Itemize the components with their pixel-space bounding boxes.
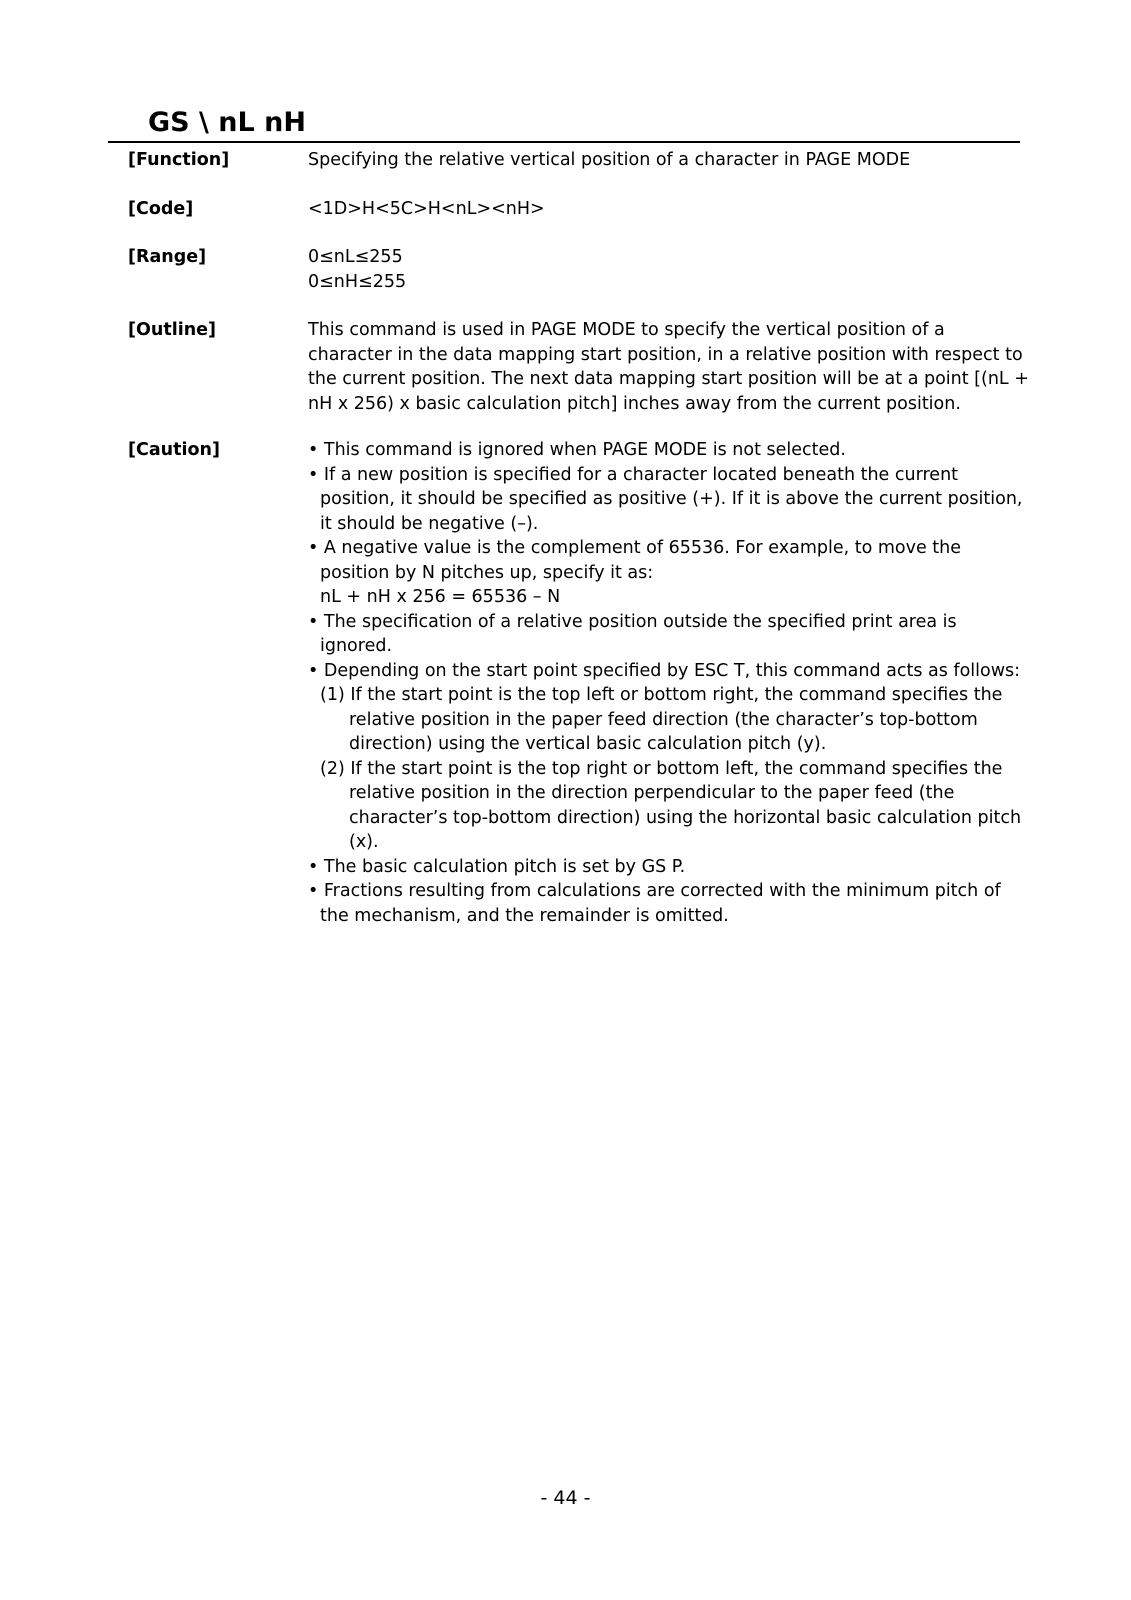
function-line: Specifying the relative vertical position of a character in PAGE MODE [308,150,911,170]
code-label: [Code] [128,199,194,219]
caution-item: • A negative value is the complement of 65536. For example, to move the position by N pitches up, specify it as: [308,538,962,583]
outline-paragraph: This command is used in PAGE MODE to specify the vertical position of a character in the data mapping start position, in a relative position with respect to the current position. The next data mapping start position will be at a point [(nL + nH x 256) x basic calculation pitch] inches away from the current position. [308,320,1029,414]
caution-item: • Fractions resulting from calculations are corrected with the minimum pitch of the mechanism, and the remainder is omitted. [308,881,1001,926]
heading-rule [108,104,1020,143]
caution-item: • This command is ignored when PAGE MODE is not selected. [308,440,846,460]
outline-text [308,318,1033,416]
caution-item: • Depending on the start point specified by ESC T, this command acts as follows: [308,660,1021,681]
caution-item: • If a new position is specified for a character located beneath the current position, it should be specified as positive (+). If it is above the current position, it should be negative (–). [308,464,1023,534]
range-line-nh: 0≤nH≤255 [308,271,407,292]
range-line-nl: 0≤nL≤255 [308,247,403,267]
caution-formula: nL + nH x 256 = 65536 – N [320,587,561,607]
function-text [308,148,1033,173]
function-label: [Function] [128,150,230,170]
outline-label: [Outline] [128,320,217,340]
range-label: [Range] [128,247,207,267]
caution-item: • The specification of a relative position outside the specified print area is ignored. [308,611,957,656]
page-title: GS \ nL nH [148,107,306,138]
code-line: <1D>H<5C>H<nL><nH> [308,199,545,219]
code-text [308,197,1033,222]
caution-subitem: (1) If the start point is the top left or bottom right, the command specifies the relative position in the paper feed direction (the character’s top-bottom direction) using the vertical basic calculation pitch (y). [320,685,1003,754]
page-number: - 44 - [540,1487,591,1509]
range-text [308,245,1033,294]
caution-item: • The basic calculation pitch is set by GS P. [308,856,686,877]
caution-subitem: (2) If the start point is the top right or bottom left, the command specifies the relative position in the direction perpendicular to the paper feed (the character’s top-bottom direction) using the horizontal basic calculation pitch (x). [320,758,1022,852]
caution-list [308,438,1033,928]
caution-label: [Caution] [128,440,220,460]
